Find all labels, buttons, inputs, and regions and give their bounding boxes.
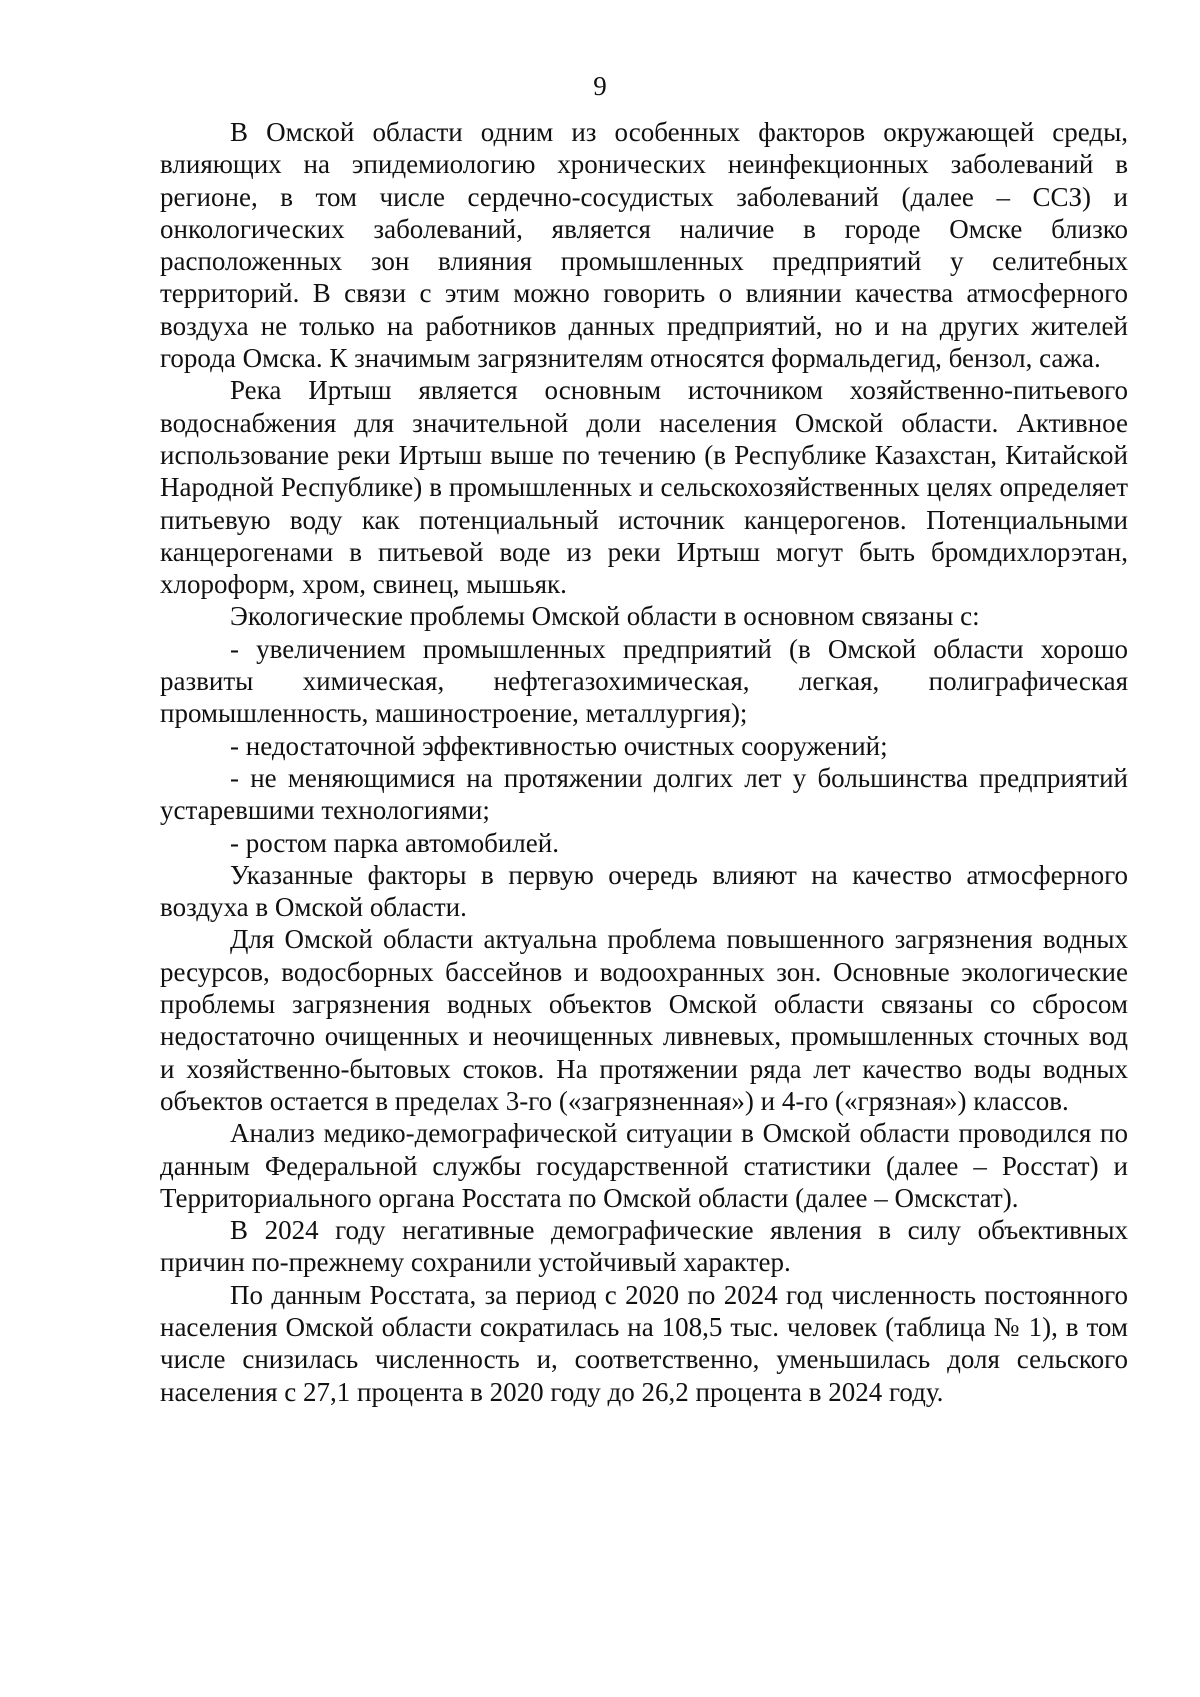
paragraph-water-pollution: Для Омской области актуальна проблема повышенного загрязнения водных ресурсов, водосборных бассейнов и водоохранных зон. Основные экологические проблемы загрязнения водных объектов Омской области связаны со сбросом недостаточно очищенных и неочищенных ливневых, промышленных сточных вод и хозяйственно-бытовых стоков. На протяжении ряда лет качество воды водных объектов остается в пределах 3-го («загрязненная») и 4-го («грязная») классов. [160,924,1128,1116]
list-item-industrial-enterprises: - увеличением промышленных предприятий (в Омской области хорошо развиты химическая, нефтегазохимическая, легкая, полиграфическая промышленность, машиностроение, металлургия); [160,633,1128,729]
page-number: 9 [593,71,607,101]
paragraph-2024-demography: В 2024 году негативные демографические явления в силу объективных причин по-прежнему сохранили устойчивый характер. [160,1215,1128,1278]
list-item-car-fleet: - ростом парка автомобилей. [230,827,559,858]
paragraph-ecological-problems-intro: Экологические проблемы Омской области в основном связаны с: [230,601,980,632]
paragraph-population-decline: По данным Росстата, за период с 2020 по 2024 год численность постоянного населения Омской области сократилась на 108,5 тыс. человек (таблица № 1), в том числе снизилась численность и, соответственно, уменьшилась доля сельского населения с 27,1 процента в 2020 году до 26,2 процента в 2024 году. [160,1279,1128,1407]
paragraph-air-quality: Указанные факторы в первую очередь влияют на качество атмосферного воздуха в Омской области. [160,859,1128,923]
paragraph-environment-factors: В Омской области одним из особенных факторов окружающей среды, влияющих на эпидемиологию хронических неинфекционных заболеваний в регионе, в том числе сердечно-сосудистых заболеваний (далее – ССЗ) и онкологических заболеваний, является наличие в городе Омске близко расположенных зон влияния промышленных предприятий у селитебных территорий. В связи с этим можно говорить о влиянии качества атмосферного воздуха не только на работников данных предприятий, но и на других жителей города Омска. К значимым загрязнителям относятся формальдегид, бензол, сажа. [160,117,1128,374]
list-item-treatment-facilities: - недостаточной эффективностью очистных сооружений; [230,730,888,761]
document-body [160,116,1128,1408]
paragraph-demographic-analysis: Анализ медико-демографической ситуации в Омской области проводился по данным Федеральной службы государственной статистики (далее – Росстат) и Территориального органа Росстата по Омской области (далее – Омскстат). [160,1118,1128,1213]
paragraph-irtysh-river: Река Иртыш является основным источником хозяйственно-питьевого водоснабжения для значительной доли населения Омской области. Активное использование реки Иртыш выше по течению (в Республике Казахстан, Китайской Народной Республике) в промышленных и сельскохозяйственных целях определяет питьевую воду как потенциальный источник канцерогенов. Потенциальными канцерогенами в питьевой воде из реки Иртыш могут быть бромдихлорэтан, хлороформ, хром, свинец, мышьяк. [160,375,1128,600]
list-item-outdated-technologies: - не меняющимися на протяжении долгих лет у большинства предприятий устаревшими технологиями; [160,762,1128,826]
